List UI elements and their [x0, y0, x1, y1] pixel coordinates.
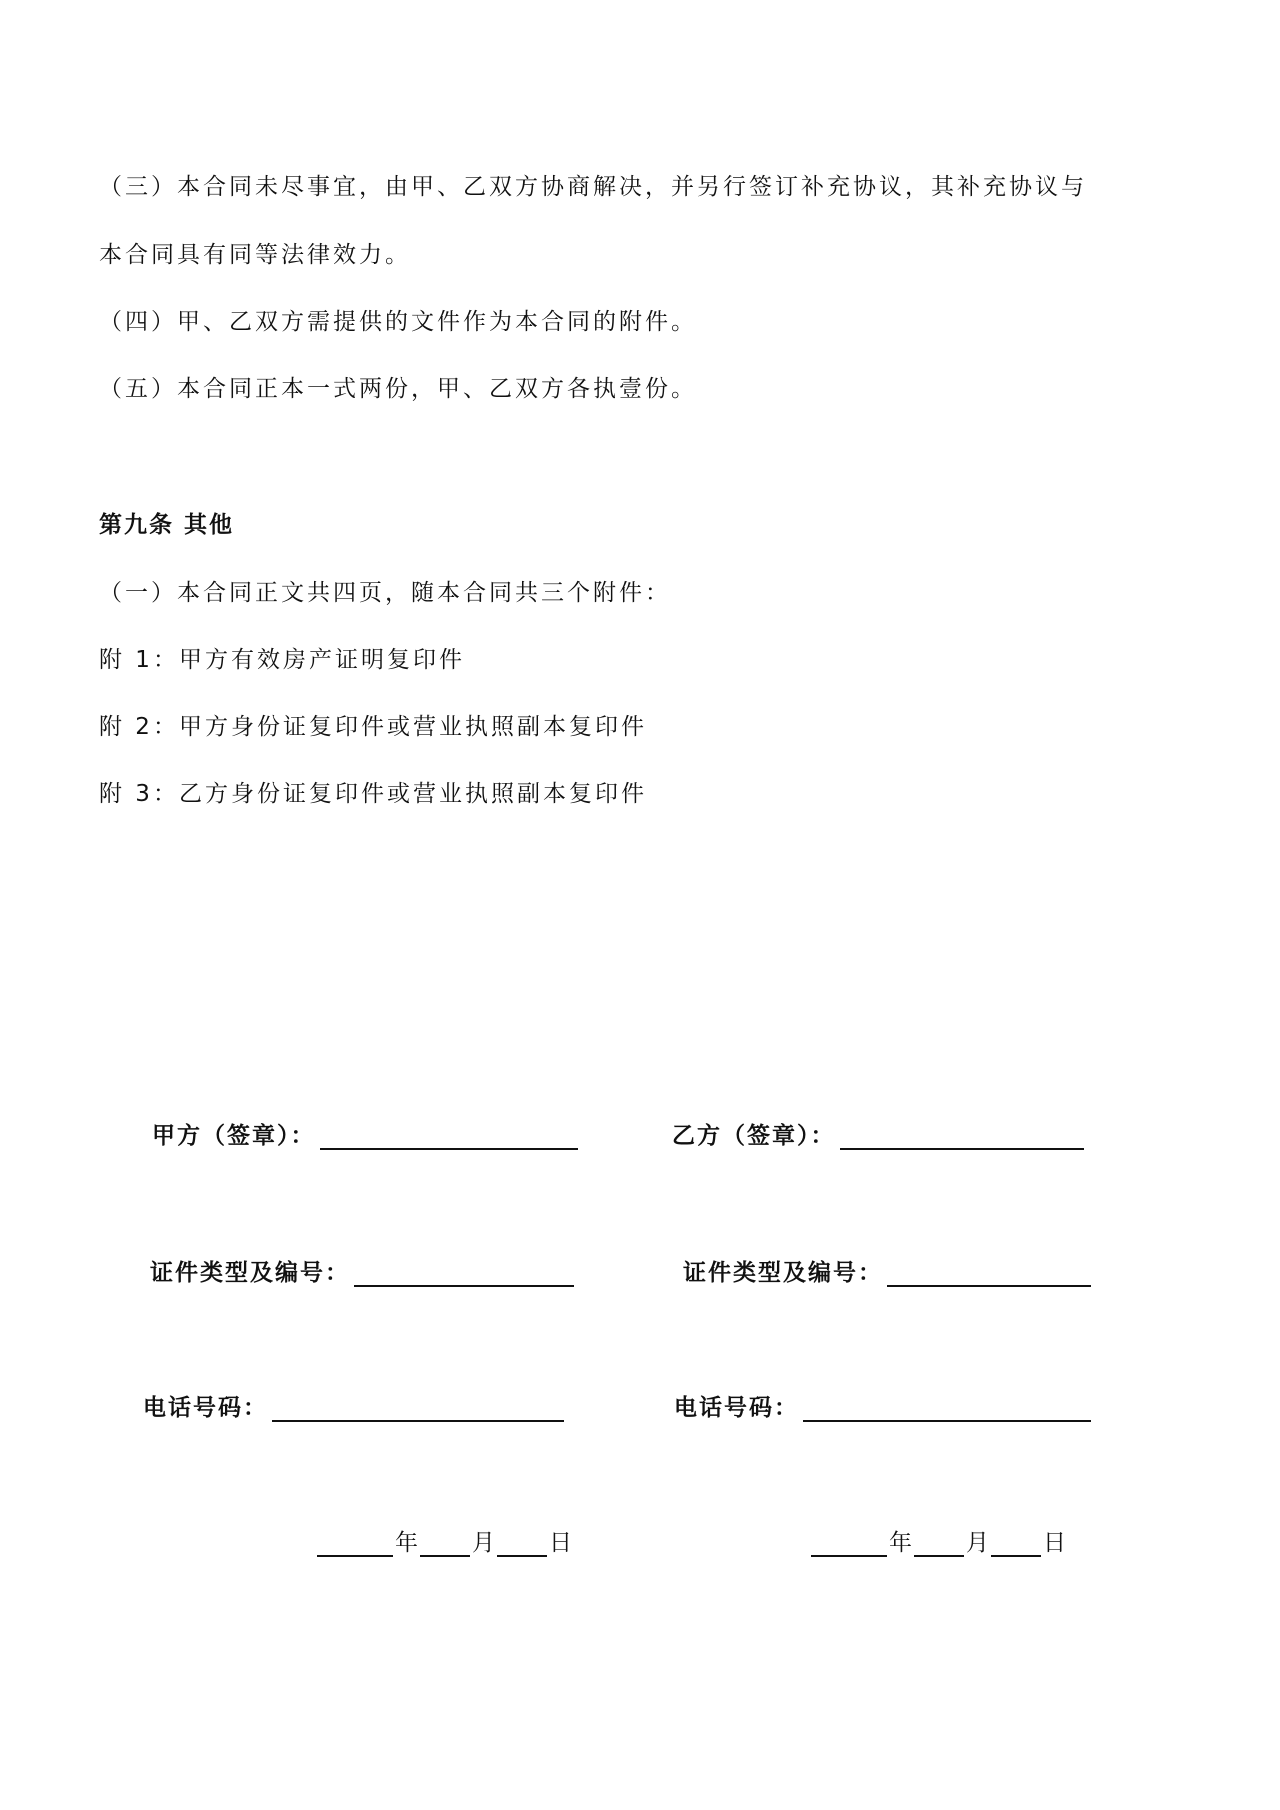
- party-a-id-label: 证件类型及编号：: [150, 1260, 350, 1286]
- day-label: 日: [549, 1530, 572, 1556]
- party-a-id-row: [150, 1253, 574, 1287]
- attachment-line: 附 2：甲方身份证复印件或营业执照副本复印件: [99, 714, 647, 740]
- attachment-line: 附 3：乙方身份证复印件或营业执照副本复印件: [99, 781, 647, 807]
- article-9-heading: 第九条 其他: [99, 512, 235, 538]
- party-a-phone-label: 电话号码：: [143, 1395, 268, 1421]
- party-a-sign-row: [152, 1116, 578, 1150]
- party-b-phone-field[interactable]: [803, 1394, 1091, 1422]
- party-a-phone-field[interactable]: [272, 1394, 564, 1422]
- party-a-year-field[interactable]: [317, 1529, 393, 1557]
- party-b-day-field[interactable]: [991, 1529, 1041, 1557]
- party-b-sign-label: 乙方（签章）：: [672, 1123, 836, 1149]
- clause-line: （四）甲、乙双方需提供的文件作为本合同的附件。: [99, 309, 697, 335]
- party-a-phone-row: [143, 1388, 564, 1422]
- month-label: 月: [472, 1530, 495, 1556]
- article-9-line: （一）本合同正文共四页，随本合同共三个附件：: [99, 580, 671, 606]
- party-b-phone-label: 电话号码：: [674, 1395, 799, 1421]
- party-a-sign-field[interactable]: [320, 1122, 578, 1150]
- party-a-month-field[interactable]: [420, 1529, 470, 1557]
- party-b-month-field[interactable]: [914, 1529, 964, 1557]
- party-b-phone-row: [674, 1388, 1091, 1422]
- party-b-sign-row: [672, 1116, 1084, 1150]
- party-b-date: [811, 1523, 1068, 1557]
- month-label: 月: [966, 1530, 989, 1556]
- party-b-year-field[interactable]: [811, 1529, 887, 1557]
- day-label: 日: [1043, 1530, 1066, 1556]
- party-b-id-field[interactable]: [887, 1259, 1091, 1287]
- year-label: 年: [395, 1530, 418, 1556]
- clause-line: （五）本合同正本一式两份，甲、乙双方各执壹份。: [99, 376, 697, 402]
- year-label: 年: [889, 1530, 912, 1556]
- attachment-line: 附 1：甲方有效房产证明复印件: [99, 647, 465, 673]
- party-b-id-row: [683, 1253, 1091, 1287]
- party-b-sign-field[interactable]: [840, 1122, 1084, 1150]
- clause-line: （三）本合同未尽事宜，由甲、乙双方协商解决，并另行签订补充协议，其补充协议与: [99, 174, 1087, 200]
- party-b-id-label: 证件类型及编号：: [683, 1260, 883, 1286]
- party-a-date: [317, 1523, 574, 1557]
- party-a-id-field[interactable]: [354, 1259, 574, 1287]
- party-a-day-field[interactable]: [497, 1529, 547, 1557]
- party-a-sign-label: 甲方（签章）：: [152, 1123, 316, 1149]
- clause-line: 本合同具有同等法律效力。: [99, 242, 411, 268]
